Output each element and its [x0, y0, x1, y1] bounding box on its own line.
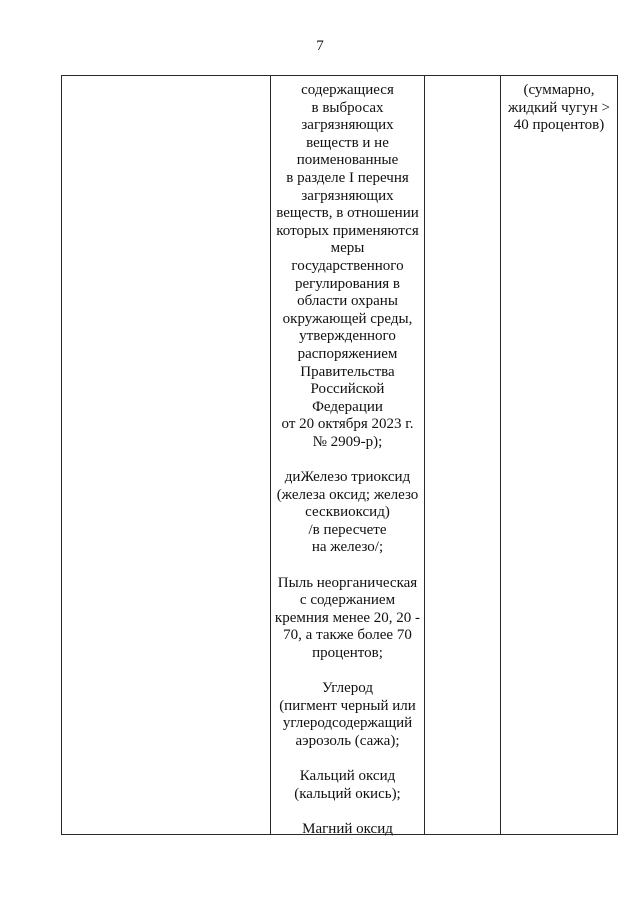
text-line: окружающей среды, — [282, 310, 413, 327]
production-note-cell — [502, 82, 616, 135]
text-line: Российской — [310, 381, 385, 398]
text-line: (суммарно, — [523, 82, 595, 98]
table-column-border — [617, 75, 618, 835]
table-column-border — [270, 75, 271, 835]
paragraph-gap — [272, 557, 423, 575]
text-line: поименованные — [296, 152, 399, 169]
paragraph-gap — [272, 663, 423, 681]
text-line: меры — [330, 240, 365, 257]
text-line: Магний оксид — [302, 820, 393, 837]
text-line: веществ и не — [306, 134, 389, 151]
text-line: № 2909-р); — [312, 433, 383, 450]
paragraph-gap — [272, 751, 423, 769]
pollutant-iron-trioxide — [272, 469, 423, 557]
text-line: Пыль неорганическая — [277, 574, 418, 591]
text-line: диЖелезо триоксид — [284, 469, 411, 486]
text-line: аэрозоль (сажа); — [295, 732, 400, 749]
text-line: с содержанием — [299, 592, 396, 609]
text-line: Правительства — [300, 363, 395, 380]
text-line: на железо/; — [311, 539, 384, 556]
paragraph-gap — [272, 451, 423, 469]
text-line: 70, а также более 70 — [283, 627, 412, 644]
text-line: Кальций оксид — [299, 768, 396, 785]
text-line: процентов; — [312, 645, 383, 661]
pollutant-carbon — [272, 680, 423, 750]
text-line: (пигмент черный или — [279, 697, 416, 714]
text-line: /в пересчете — [308, 521, 387, 538]
pollutant-inorganic-dust — [272, 575, 423, 663]
text-line: (кальций окись); — [294, 785, 401, 802]
text-line: которых применяются — [276, 222, 419, 239]
table-column-border — [424, 75, 425, 835]
text-line: 40 процентов) — [513, 117, 605, 134]
paragraph-gap — [272, 803, 423, 821]
text-line: утвержденного — [299, 328, 396, 345]
text-line: области охраны — [297, 293, 398, 310]
text-line: углеродсодержащий — [282, 715, 413, 732]
text-line: жидкий чугун > — [507, 99, 611, 116]
text-line: кремния менее 20, 20 - — [274, 609, 421, 626]
pollutant-magnesium-oxide — [272, 821, 423, 839]
text-line: Углерод — [321, 680, 374, 697]
text-line: сесквиоксид) — [305, 504, 390, 521]
text-line: содержащиеся — [301, 82, 394, 98]
pollutants-cell — [272, 82, 423, 839]
text-line: (железа оксид; железо — [276, 486, 419, 503]
text-line: загрязняющих — [301, 117, 394, 134]
text-line: государственного — [291, 257, 404, 274]
text-line: веществ, в отношении — [276, 205, 419, 222]
table-column-border — [61, 75, 62, 835]
text-line: от 20 октября 2023 г. — [281, 416, 414, 433]
text-line: в выбросах — [311, 99, 384, 116]
text-line: Федерации — [312, 398, 383, 415]
text-line: распоряжением — [297, 345, 398, 362]
pollutant-group-unlisted — [272, 82, 423, 451]
text-line: загрязняющих — [301, 187, 394, 204]
text-line: регулирования в — [295, 275, 400, 292]
table-top-border — [61, 75, 618, 76]
table-column-border — [500, 75, 501, 835]
page-number: 7 — [316, 38, 324, 54]
text-line: в разделе I перечня — [286, 169, 409, 186]
pollutant-calcium-oxide — [272, 768, 423, 803]
